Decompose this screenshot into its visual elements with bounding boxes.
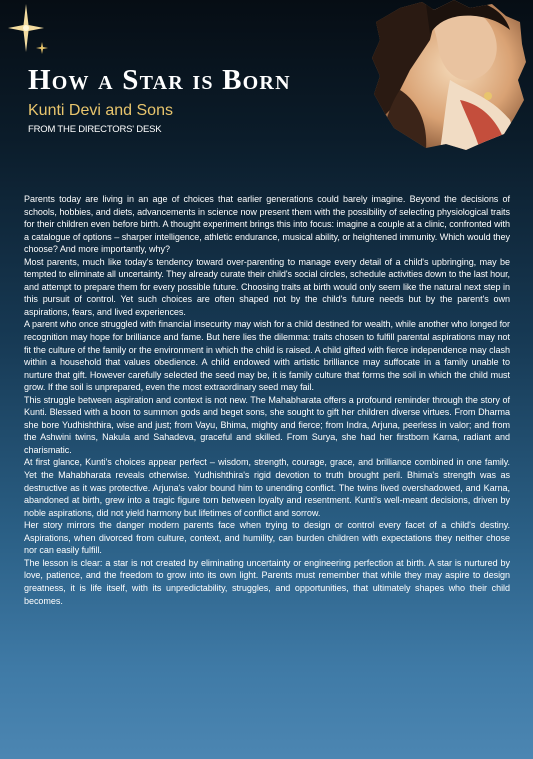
article-body <box>24 193 510 607</box>
section-label: FROM THE DIRECTORS' DESK <box>28 124 162 135</box>
portrait-illustration <box>370 0 526 150</box>
paragraph: Her story mirrors the danger modern parents face when trying to design or control every facet of a child's destiny. Aspirations, when divorced from culture, context, and humility, can burden children with expectations they neither chose nor can easily fulfill. <box>24 520 510 556</box>
sparkle-icon <box>36 42 48 54</box>
article-subtitle: Kunti Devi and Sons <box>28 102 173 119</box>
paragraph: A parent who once struggled with financial insecurity may wish for a child destined for wealth, while another who longed for recognition may hope for brilliance and fame. But here lies the dilemma: traits chosen to fulfill parental aspirations may not fit the culture of the family or the environment in which the child is raised. A child gifted with fierce independence may clash within a household that values obedience. A child endowed with artistic brilliance may suffocate in a family unable to nurture that gift. However carefully selected the seed may be, it is family culture that forms the soil in which the child must grow. If the soil is unprepared, even the most extraordinary seed may fail. <box>24 319 510 393</box>
paragraph: Parents today are living in an age of choices that earlier generations could barely imagine. Beyond the decisions of schools, hobbies, and diets, advancements in science now present them with the possibility of selecting physiological traits for their children even before birth. A thought experiment brings this into focus: imagine a couple at a clinic, confronted with a catalogue of options – sharper intelligence, athletic endurance, musical ability, or heightened immunity. Which would they choose? And more importantly, why? <box>24 194 510 255</box>
article-title: How a Star is Born <box>28 64 291 96</box>
paragraph: The lesson is clear: a star is not created by eliminating uncertainty or engineering perfection at birth. A star is nurtured by love, patience, and the freedom to grow into its own light. Parents must remember that while they may aspire to design greatness, it is life itself, with its unpredictability, struggles, and opportunities, that ultimately shapes who their child becomes. <box>24 557 510 606</box>
paragraph: At first glance, Kunti's choices appear perfect – wisdom, strength, courage, grace, and brilliance combined in one family. Yet the Mahabharata reveals otherwise. Yudhishthira's rigid devotion to truth brought peril. Bhima's strength was as destructive as it was protective. Arjuna's valor bound him to unending conflict. The twins lived overshadowed, and Karna, abandoned at birth, grew into a tragic figure torn between loyalty and resentment. Kunti's well-meant decisions, driven by noble aspirations, did not yield harmony but lifetimes of conflict and sorrow. <box>24 457 510 518</box>
paragraph: Most parents, much like today's tendency toward over-parenting to manage every detail of a child's upbringing, may be tempted to eliminate all uncertainty. They already curate their child's social circles, schedule activities down to the last hour, and attempt to prepare them for every possible future. Choosing traits at birth would only seem like the natural next step in this pursuit of control. Yet such choices are often shaped not by the child's future needs but by the parent's own aspirations, fears, and lived experiences. <box>24 256 510 317</box>
paragraph: This struggle between aspiration and context is not new. The Mahabharata offers a profound reminder through the story of Kunti. Blessed with a boon to summon gods and beget sons, she sought to gift her children diverse virtues. From Dharma she bore Yudhishthira, wise and just; from Vayu, Bhima, mighty and fierce; from Indra, Arjuna, peerless in valor; and from the Ashwini twins, Nakula and Sahadeva, graceful and skilled. From Surya, she had her firstborn Karna, radiant and charismatic. <box>24 394 510 455</box>
